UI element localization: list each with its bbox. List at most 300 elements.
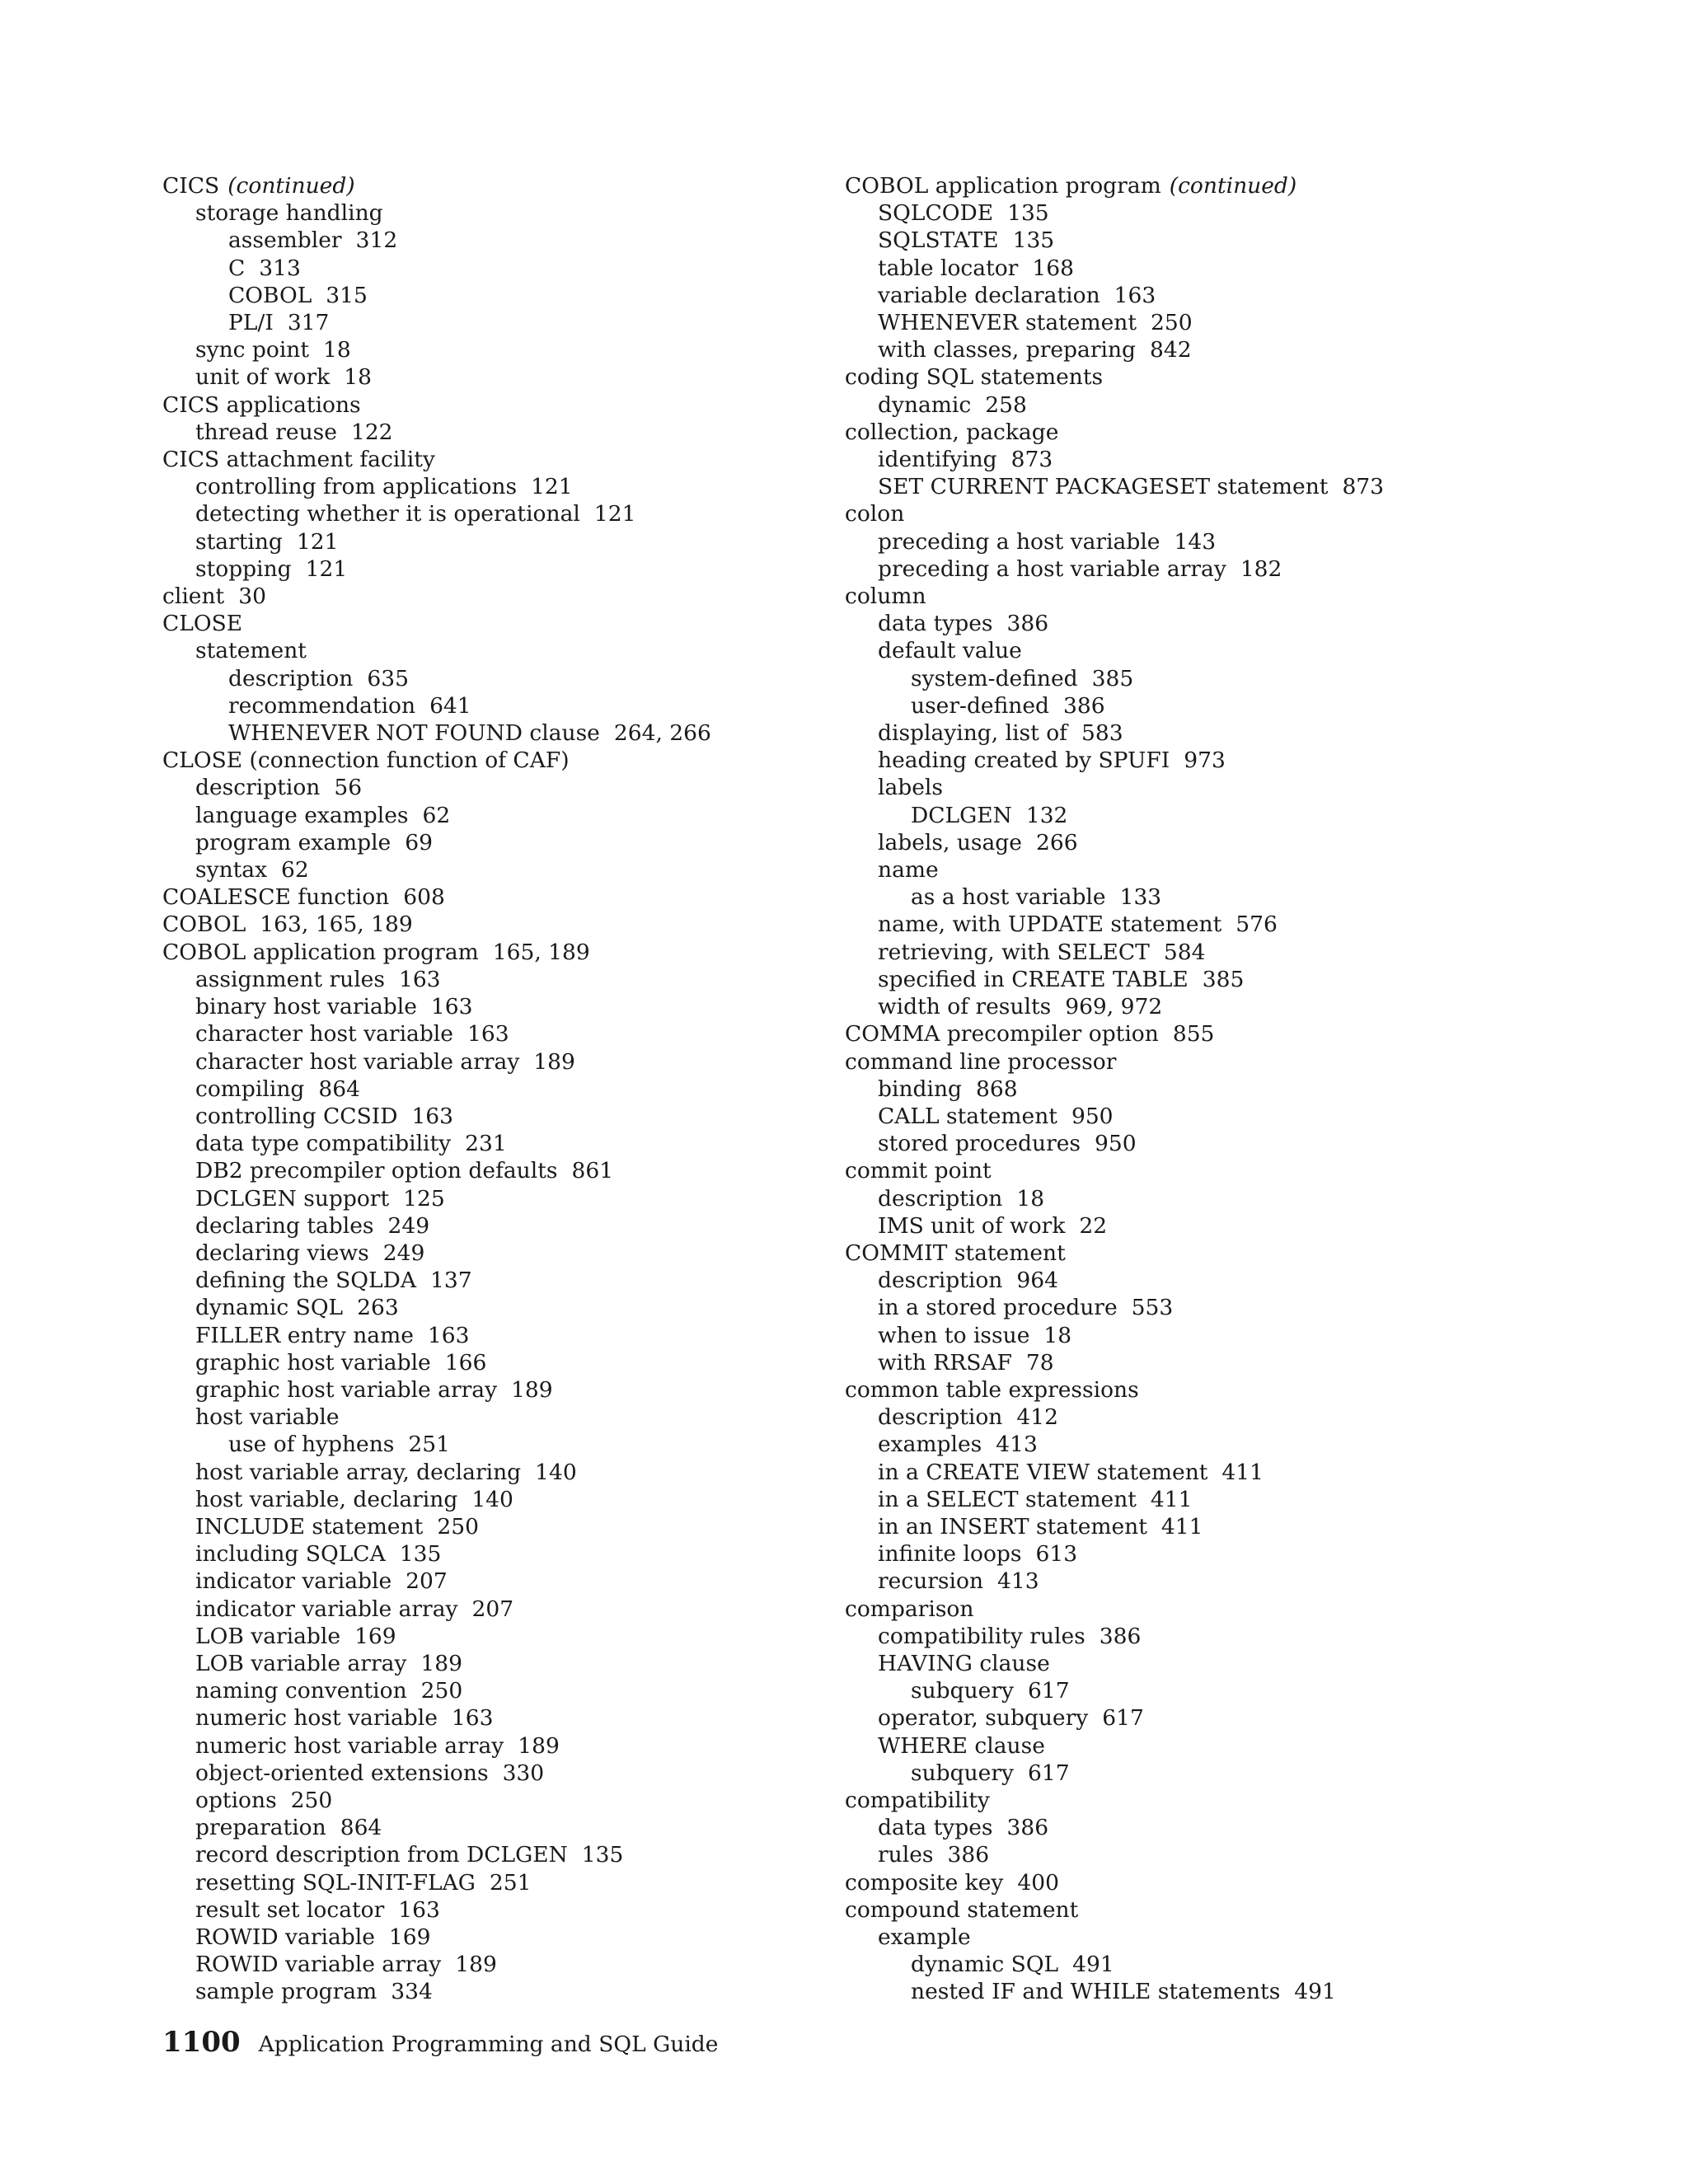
index-entry bbox=[162, 1623, 822, 1650]
index-term: character host variable bbox=[195, 1021, 453, 1047]
page-reference: 132 bbox=[1025, 802, 1068, 828]
index-entry bbox=[162, 802, 822, 829]
index-column-right bbox=[845, 172, 1587, 2006]
index-term: compatibility rules bbox=[878, 1623, 1085, 1649]
index-term: character host variable array bbox=[195, 1048, 520, 1075]
index-entry bbox=[845, 583, 1587, 610]
index-term: CALL statement bbox=[878, 1103, 1057, 1129]
index-entry bbox=[845, 883, 1587, 911]
index-entry bbox=[845, 665, 1587, 692]
index-entry bbox=[845, 1267, 1587, 1294]
index-entry bbox=[845, 747, 1587, 774]
index-term: WHENEVER statement bbox=[878, 310, 1137, 336]
index-term: recommendation bbox=[228, 692, 416, 719]
page-reference: 317 bbox=[287, 310, 330, 336]
page-reference: 617 bbox=[1027, 1678, 1070, 1704]
index-entry bbox=[162, 1157, 822, 1184]
index-term: binary host variable bbox=[195, 994, 417, 1020]
index-term: when to issue bbox=[878, 1322, 1030, 1348]
index-term: language examples bbox=[195, 802, 409, 828]
index-entry bbox=[162, 1896, 822, 1924]
index-term: description bbox=[228, 665, 354, 691]
page-reference: 135 bbox=[399, 1541, 442, 1568]
index-entry bbox=[162, 1924, 822, 1951]
index-term: data types bbox=[878, 1815, 993, 1841]
page-reference: 168 bbox=[1032, 255, 1074, 281]
index-entry bbox=[162, 1240, 822, 1267]
index-term: result set locator bbox=[195, 1896, 385, 1923]
index-entry bbox=[162, 583, 822, 610]
index-entry bbox=[162, 1513, 822, 1540]
page-reference: 553 bbox=[1131, 1295, 1174, 1321]
index-entry bbox=[845, 1076, 1587, 1103]
index-term: compatibility bbox=[845, 1787, 990, 1813]
page-reference: 135 bbox=[1012, 227, 1055, 254]
index-term: declaring tables bbox=[195, 1212, 374, 1239]
index-term: description bbox=[878, 1185, 1003, 1212]
index-term: in a SELECT statement bbox=[878, 1486, 1137, 1512]
index-column-left bbox=[162, 172, 822, 2006]
index-term: variable declaration bbox=[878, 282, 1100, 308]
page-reference: 78 bbox=[1025, 1349, 1054, 1376]
index-entry bbox=[845, 610, 1587, 637]
index-entry bbox=[845, 1048, 1587, 1076]
index-term: syntax bbox=[195, 857, 268, 883]
page-reference: 864 bbox=[340, 1815, 382, 1841]
index-term: CICS applications bbox=[162, 391, 361, 418]
index-term: with RRSAF bbox=[878, 1349, 1012, 1376]
page-reference: 411 bbox=[1221, 1459, 1264, 1485]
index-term: INCLUDE statement bbox=[195, 1513, 424, 1540]
index-entry bbox=[162, 1732, 822, 1760]
index-term: collection, package bbox=[845, 419, 1059, 445]
index-entry bbox=[162, 309, 822, 336]
index-entry bbox=[162, 883, 822, 911]
page-reference: 413 bbox=[997, 1568, 1039, 1595]
page-reference: 583 bbox=[1081, 720, 1123, 747]
page-reference: 250 bbox=[290, 1787, 333, 1813]
page-reference: 973 bbox=[1184, 748, 1226, 774]
page-reference: 18 bbox=[1043, 1322, 1072, 1348]
page-reference: 169 bbox=[354, 1623, 396, 1649]
index-term: host variable bbox=[195, 1404, 340, 1431]
index-entry bbox=[845, 1376, 1587, 1404]
page-reference: 491 bbox=[1294, 1979, 1336, 2005]
index-entry bbox=[162, 1376, 822, 1404]
index-entry bbox=[162, 172, 822, 199]
index-term: dynamic bbox=[878, 391, 972, 418]
index-entry bbox=[845, 829, 1587, 856]
page-reference: 163 bbox=[398, 1896, 440, 1923]
page-reference: 140 bbox=[535, 1459, 577, 1485]
page-reference: 189 bbox=[420, 1650, 462, 1676]
index-term: SQLSTATE bbox=[878, 227, 999, 254]
index-term: options bbox=[195, 1787, 277, 1813]
index-term: subquery bbox=[911, 1760, 1014, 1786]
index-entry bbox=[845, 1869, 1587, 1896]
index-term: colon bbox=[845, 501, 905, 527]
page-reference: 386 bbox=[1006, 1815, 1049, 1841]
index-entry bbox=[162, 336, 822, 363]
page-reference: 251 bbox=[408, 1432, 450, 1458]
page-reference: 386 bbox=[1006, 611, 1049, 637]
index-entry bbox=[162, 1540, 822, 1568]
page-reference: 411 bbox=[1160, 1513, 1203, 1540]
index-term: record description from DCLGEN bbox=[195, 1842, 568, 1868]
page-reference: 137 bbox=[430, 1268, 472, 1294]
index-entry bbox=[845, 774, 1587, 801]
page-reference: 584 bbox=[1163, 939, 1206, 965]
index-entry bbox=[845, 336, 1587, 363]
page-reference: 189 bbox=[455, 1952, 497, 1978]
index-term: system-defined bbox=[911, 665, 1078, 691]
index-entry bbox=[845, 993, 1587, 1020]
index-entry bbox=[845, 446, 1587, 473]
page-reference: 576 bbox=[1236, 912, 1278, 938]
index-term: compound statement bbox=[845, 1896, 1079, 1923]
index-term: DB2 precompiler option defaults bbox=[195, 1158, 558, 1184]
index-entry bbox=[162, 1978, 822, 2005]
page-reference: 249 bbox=[387, 1212, 430, 1239]
index-entry bbox=[162, 1841, 822, 1868]
index-term: COBOL application program bbox=[845, 173, 1161, 199]
index-term: assignment rules bbox=[195, 966, 385, 992]
page-reference: 873 bbox=[1342, 474, 1385, 500]
page-reference: 969, 972 bbox=[1065, 994, 1163, 1020]
page-reference: 140 bbox=[471, 1486, 513, 1512]
index-term: labels bbox=[878, 775, 943, 801]
index-term: defining the SQLDA bbox=[195, 1268, 417, 1294]
page-reference: 412 bbox=[1016, 1404, 1058, 1431]
index-term: stopping bbox=[195, 555, 292, 582]
index-entry bbox=[845, 1459, 1587, 1486]
index-entry bbox=[162, 1267, 822, 1294]
index-entry bbox=[162, 966, 822, 993]
index-term: IMS unit of work bbox=[878, 1212, 1066, 1239]
index-term: rules bbox=[878, 1842, 934, 1868]
page-reference: 385 bbox=[1091, 665, 1134, 691]
page-reference: 950 bbox=[1095, 1131, 1137, 1157]
index-entry bbox=[162, 1431, 822, 1458]
page-reference: 386 bbox=[947, 1842, 990, 1868]
page-reference: 386 bbox=[1099, 1623, 1142, 1649]
page-reference: 617 bbox=[1102, 1705, 1144, 1732]
index-term: in a stored procedure bbox=[878, 1295, 1118, 1321]
index-entry bbox=[162, 1704, 822, 1732]
index-term: DCLGEN support bbox=[195, 1185, 390, 1212]
page-reference: 182 bbox=[1240, 555, 1282, 582]
index-entry bbox=[162, 1869, 822, 1896]
index-entry bbox=[845, 1951, 1587, 1978]
index-term: indicator variable array bbox=[195, 1596, 458, 1622]
book-title: Application Programming and SQL Guide bbox=[258, 2032, 719, 2057]
index-term: detecting whether it is operational bbox=[195, 501, 580, 527]
index-term: common table expressions bbox=[845, 1376, 1139, 1403]
index-term: graphic host variable array bbox=[195, 1376, 498, 1403]
index-entry bbox=[162, 1212, 822, 1240]
index-term: preparation bbox=[195, 1815, 326, 1841]
index-entry bbox=[845, 1677, 1587, 1704]
page-reference: 143 bbox=[1174, 528, 1217, 555]
index-entry bbox=[845, 1513, 1587, 1540]
index-entry bbox=[162, 1677, 822, 1704]
index-entry bbox=[162, 1814, 822, 1841]
index-entry bbox=[845, 1978, 1587, 2005]
index-entry bbox=[162, 993, 822, 1020]
index-entry bbox=[845, 391, 1587, 419]
index-term: program example bbox=[195, 829, 392, 855]
page-reference: 18 bbox=[323, 337, 351, 363]
index-entry bbox=[845, 1924, 1587, 1951]
index-entry bbox=[162, 1185, 822, 1212]
page-reference: 258 bbox=[985, 391, 1027, 418]
index-entry bbox=[845, 172, 1587, 199]
index-term: C bbox=[228, 255, 246, 281]
index-entry bbox=[845, 1704, 1587, 1732]
index-term: host variable, declaring bbox=[195, 1486, 458, 1512]
index-entry bbox=[845, 1404, 1587, 1431]
index-term: CLOSE (connection function of CAF) bbox=[162, 748, 570, 774]
index-entry bbox=[845, 1760, 1587, 1787]
index-entry bbox=[845, 719, 1587, 747]
index-entry bbox=[845, 1431, 1587, 1458]
index-term: operator, subquery bbox=[878, 1705, 1089, 1732]
page-reference: 641 bbox=[429, 692, 471, 719]
page-reference: 163 bbox=[427, 1322, 470, 1348]
index-term: object-oriented extensions bbox=[195, 1760, 489, 1786]
index-term: preceding a host variable bbox=[878, 528, 1160, 555]
index-entry bbox=[845, 555, 1587, 583]
index-entry bbox=[162, 227, 822, 254]
index-entry bbox=[162, 255, 822, 282]
index-entry bbox=[162, 1076, 822, 1103]
index-term: statement bbox=[195, 638, 307, 664]
page-reference: 411 bbox=[1150, 1486, 1193, 1512]
page-reference: 413 bbox=[996, 1432, 1038, 1458]
index-term: name bbox=[878, 857, 939, 883]
index-term: LOB variable bbox=[195, 1623, 341, 1649]
index-term: sample program bbox=[195, 1979, 377, 2005]
index-term: identifying bbox=[878, 447, 997, 473]
index-term: description bbox=[878, 1404, 1003, 1431]
index-term: with classes, preparing bbox=[878, 337, 1136, 363]
index-term: displaying, list of bbox=[878, 720, 1067, 747]
index-term: indicator variable bbox=[195, 1568, 392, 1595]
index-term: dynamic SQL bbox=[195, 1295, 344, 1321]
index-entry bbox=[845, 473, 1587, 500]
index-entry bbox=[162, 1404, 822, 1431]
index-entry bbox=[845, 637, 1587, 664]
index-entry bbox=[162, 1020, 822, 1047]
page-reference: 207 bbox=[471, 1596, 514, 1622]
index-entry bbox=[162, 1568, 822, 1595]
index-term: controlling CCSID bbox=[195, 1103, 398, 1129]
index-term: COMMIT statement bbox=[845, 1240, 1066, 1266]
index-entry bbox=[845, 1349, 1587, 1376]
index-term: width of results bbox=[878, 994, 1052, 1020]
index-entry bbox=[162, 1486, 822, 1513]
index-entry bbox=[845, 199, 1587, 227]
index-term: data types bbox=[878, 611, 993, 637]
page-reference: 56 bbox=[334, 775, 363, 801]
index-entry bbox=[845, 1540, 1587, 1568]
index-entry bbox=[845, 1103, 1587, 1130]
index-entry bbox=[162, 1130, 822, 1157]
index-entry bbox=[845, 1157, 1587, 1184]
index-term: infinite loops bbox=[878, 1541, 1022, 1568]
index-term: COBOL bbox=[228, 282, 312, 308]
index-term: description bbox=[195, 775, 321, 801]
index-entry bbox=[162, 391, 822, 419]
page-reference: 121 bbox=[305, 555, 348, 582]
index-entry bbox=[162, 774, 822, 801]
index-term: compiling bbox=[195, 1076, 305, 1102]
page-number: 1100 bbox=[162, 2026, 241, 2059]
index-term: binding bbox=[878, 1076, 962, 1102]
index-entry bbox=[845, 1294, 1587, 1321]
index-entry bbox=[162, 665, 822, 692]
index-term: in an INSERT statement bbox=[878, 1513, 1147, 1540]
continued-note: (continued) bbox=[227, 173, 355, 199]
index-term: recursion bbox=[878, 1568, 984, 1595]
index-entry bbox=[845, 227, 1587, 254]
index-entry bbox=[845, 309, 1587, 336]
index-entry bbox=[162, 829, 822, 856]
index-term: commit point bbox=[845, 1158, 992, 1184]
page-reference: 263 bbox=[357, 1295, 399, 1321]
index-entry bbox=[845, 255, 1587, 282]
index-term: CLOSE bbox=[162, 611, 243, 637]
index-entry bbox=[845, 500, 1587, 527]
page-reference: 163 bbox=[411, 1103, 454, 1129]
index-entry bbox=[162, 1048, 822, 1076]
index-entry bbox=[162, 363, 822, 391]
index-term: as a host variable bbox=[911, 884, 1106, 911]
index-entry bbox=[845, 1814, 1587, 1841]
index-entry bbox=[162, 719, 822, 747]
index-term: examples bbox=[878, 1432, 982, 1458]
index-term: COMMA precompiler option bbox=[845, 1021, 1159, 1047]
index-entry bbox=[162, 610, 822, 637]
index-entry bbox=[845, 1130, 1587, 1157]
index-entry bbox=[162, 1294, 822, 1321]
index-entry bbox=[845, 419, 1587, 446]
page-reference: 135 bbox=[581, 1842, 624, 1868]
index-term: description bbox=[878, 1268, 1003, 1294]
index-term: WHERE clause bbox=[878, 1732, 1045, 1759]
page-reference: 121 bbox=[531, 474, 573, 500]
index-entry bbox=[162, 555, 822, 583]
index-term: declaring views bbox=[195, 1240, 369, 1266]
page-reference: 608 bbox=[403, 884, 445, 911]
page-reference: 163, 165, 189 bbox=[260, 912, 413, 938]
page-reference: 122 bbox=[350, 419, 393, 445]
page-reference: 22 bbox=[1079, 1212, 1108, 1239]
page-reference: 873 bbox=[1010, 447, 1053, 473]
index-term: stored procedures bbox=[878, 1131, 1081, 1157]
index-entry bbox=[162, 1787, 822, 1814]
page-reference: 250 bbox=[1151, 310, 1193, 336]
index-entry bbox=[162, 1322, 822, 1349]
index-entry bbox=[162, 1103, 822, 1130]
page-reference: 163 bbox=[467, 1021, 509, 1047]
index-entry bbox=[162, 856, 822, 883]
index-term: user-defined bbox=[911, 692, 1050, 719]
index-term: DCLGEN bbox=[911, 802, 1012, 828]
page-reference: 855 bbox=[1172, 1021, 1215, 1047]
page-reference: 166 bbox=[444, 1349, 487, 1376]
index-entry bbox=[845, 911, 1587, 938]
index-entry bbox=[845, 1732, 1587, 1760]
index-entry bbox=[845, 1896, 1587, 1924]
page-reference: 251 bbox=[489, 1869, 532, 1896]
index-term: numeric host variable array bbox=[195, 1732, 504, 1759]
index-term: ROWID variable bbox=[195, 1924, 375, 1950]
page-reference: 250 bbox=[437, 1513, 479, 1540]
index-term: default value bbox=[878, 638, 1022, 664]
page-reference: 617 bbox=[1027, 1760, 1070, 1786]
page-reference: 69 bbox=[405, 829, 433, 855]
page-reference: 491 bbox=[1072, 1952, 1114, 1978]
index-term: PL/I bbox=[228, 310, 274, 336]
index-entry bbox=[162, 637, 822, 664]
page-reference: 386 bbox=[1063, 692, 1105, 719]
index-term: column bbox=[845, 583, 926, 610]
index-entry bbox=[845, 1841, 1587, 1868]
page-reference: 613 bbox=[1035, 1541, 1078, 1568]
page-reference: 30 bbox=[238, 583, 266, 610]
index-entry bbox=[162, 939, 822, 966]
page-reference: 635 bbox=[367, 665, 409, 691]
index-entry bbox=[162, 1650, 822, 1677]
index-entry bbox=[162, 500, 822, 527]
index-term: specified in CREATE TABLE bbox=[878, 966, 1189, 992]
index-entry bbox=[845, 282, 1587, 309]
page-reference: 250 bbox=[420, 1678, 463, 1704]
index-entry bbox=[162, 1349, 822, 1376]
index-term: FILLER entry name bbox=[195, 1322, 414, 1348]
index-entry bbox=[162, 419, 822, 446]
page-reference: 266 bbox=[1035, 829, 1078, 855]
index-term: subquery bbox=[911, 1678, 1014, 1704]
index-term: numeric host variable bbox=[195, 1705, 438, 1732]
page-reference: 868 bbox=[975, 1076, 1018, 1102]
index-term: COALESCE function bbox=[162, 884, 390, 911]
page-reference: 312 bbox=[355, 227, 398, 254]
page-reference: 125 bbox=[403, 1185, 445, 1212]
index-term: sync point bbox=[195, 337, 310, 363]
index-term: SET CURRENT PACKAGESET statement bbox=[878, 474, 1329, 500]
index-entry bbox=[845, 1322, 1587, 1349]
index-term: command line processor bbox=[845, 1048, 1117, 1075]
page-reference: 163 bbox=[430, 994, 473, 1020]
index-term: unit of work bbox=[195, 364, 331, 391]
index-entry bbox=[845, 1596, 1587, 1623]
page-reference: 400 bbox=[1017, 1869, 1059, 1896]
index-term: graphic host variable bbox=[195, 1349, 431, 1376]
index-term: naming convention bbox=[195, 1678, 407, 1704]
index-entry bbox=[845, 1185, 1587, 1212]
index-entry bbox=[845, 1623, 1587, 1650]
page-reference: 62 bbox=[422, 802, 451, 828]
index-entry bbox=[845, 528, 1587, 555]
index-entry bbox=[162, 282, 822, 309]
index-term: resetting SQL-INIT-FLAG bbox=[195, 1869, 476, 1896]
page-reference: 264, 266 bbox=[613, 720, 711, 747]
index-term: table locator bbox=[878, 255, 1019, 281]
index-term: storage handling bbox=[195, 200, 383, 227]
index-entry bbox=[162, 911, 822, 938]
